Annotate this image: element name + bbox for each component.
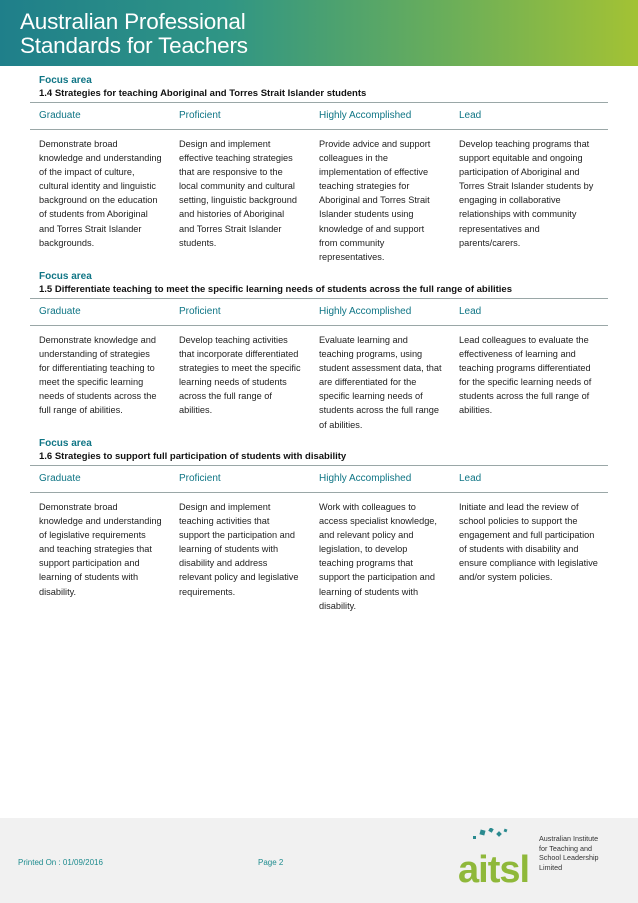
column-header-graduate: Graduate (39, 110, 81, 121)
focus-area-title: 1.5 Differentiate teaching to meet the specific learning needs of students across the full range of abilities (39, 284, 513, 295)
focus-area-title: 1.6 Strategies to support full participation of students with disability (39, 451, 347, 462)
descriptor-highly-accomplished: Provide advice and support colleagues in the implementation of effective teaching strategies for Aboriginal and Torres Strait Islander students using knowledge of and support from community representatives. (319, 139, 431, 262)
logo-word: aitsl (458, 849, 530, 890)
descriptor-graduate: Demonstrate knowledge and understanding of strategies for differentiating teaching to meet the specific learning needs of students across the full range of abilities. (39, 335, 157, 416)
focus-section-1-5 (30, 270, 608, 432)
focus-section-1-4 (30, 74, 608, 264)
descriptor-lead: Develop teaching programs that support equitable and ongoing participation of Aboriginal and Torres Strait Islander students by engaging in collaborative relationships with community representatives and parents/carers. (459, 139, 594, 248)
aitsl-logo (458, 828, 538, 890)
column-header-graduate: Graduate (39, 306, 81, 317)
column-header-highly-accomplished: Highly Accomplished (319, 306, 412, 317)
focus-area-label: Focus area (39, 75, 92, 86)
column-header-graduate: Graduate (39, 473, 81, 484)
header-title: Australian Professional Standards for Teachers (20, 9, 248, 58)
page-header (0, 0, 638, 66)
page-number: Page 2 (258, 858, 284, 867)
descriptor-highly-accomplished: Work with colleagues to access specialist knowledge, and relevant policy and legislation, to develop teaching programs that support the participation and learning of students with disability. (319, 502, 437, 611)
column-header-row (30, 109, 608, 122)
focus-section-1-6 (30, 437, 608, 613)
column-header-lead: Lead (459, 306, 482, 317)
focus-area-title: 1.4 Strategies for teaching Aboriginal and Torres Strait Islander students (39, 88, 367, 99)
descriptor-row (30, 137, 608, 264)
column-header-row (30, 472, 608, 485)
descriptor-lead: Initiate and lead the review of school policies to support the engagement and full participation of students with disability and ensure compliance with legislative and/or system policies. (459, 502, 598, 583)
descriptor-lead: Lead colleagues to evaluate the effectiveness of learning and teaching programs differentiated for the specific learning needs of students across the full range of abilities. (459, 335, 592, 416)
descriptor-graduate: Demonstrate broad knowledge and understanding of the impact of culture, cultural identity and linguistic background on the education of students from Aboriginal and Torres Strait Islander backgrounds. (39, 139, 162, 248)
descriptor-proficient: Develop teaching activities that incorporate differentiated strategies to meet the specific learning needs of students across the full range of abilities. (179, 335, 301, 416)
descriptor-row (30, 500, 608, 613)
descriptor-proficient: Design and implement teaching activities that support the participation and learning of students with disability and address relevant policy and legislative requirements. (179, 502, 299, 597)
focus-area-label: Focus area (39, 271, 92, 282)
divider (30, 129, 608, 130)
column-header-highly-accomplished: Highly Accomplished (319, 110, 412, 121)
column-header-highly-accomplished: Highly Accomplished (319, 473, 412, 484)
divider (30, 102, 608, 103)
column-header-proficient: Proficient (179, 306, 221, 317)
descriptor-highly-accomplished: Evaluate learning and teaching programs, using student assessment data, that are differentiated for the specific learning needs of students across the full range of abilities. (319, 335, 442, 430)
descriptor-row (30, 333, 608, 432)
column-header-lead: Lead (459, 473, 482, 484)
divider (30, 325, 608, 326)
column-header-row (30, 305, 608, 318)
column-header-lead: Lead (459, 110, 482, 121)
divider (30, 492, 608, 493)
logo-caption: Australian Institute for Teaching and School Leadership Limited (539, 834, 599, 872)
column-header-proficient: Proficient (179, 473, 221, 484)
column-header-proficient: Proficient (179, 110, 221, 121)
divider (30, 298, 608, 299)
printed-date: Printed On : 01/09/2016 (18, 858, 103, 867)
descriptor-graduate: Demonstrate broad knowledge and understanding of legislative requirements and teaching strategies that support participation and learning of students with disability. (39, 502, 162, 597)
divider (30, 465, 608, 466)
focus-area-label: Focus area (39, 438, 92, 449)
standards-content (30, 74, 608, 611)
descriptor-proficient: Design and implement effective teaching strategies that are responsive to the local community and cultural setting, linguistic background and histories of Aboriginal and Torres Strait Islander students. (179, 139, 297, 248)
